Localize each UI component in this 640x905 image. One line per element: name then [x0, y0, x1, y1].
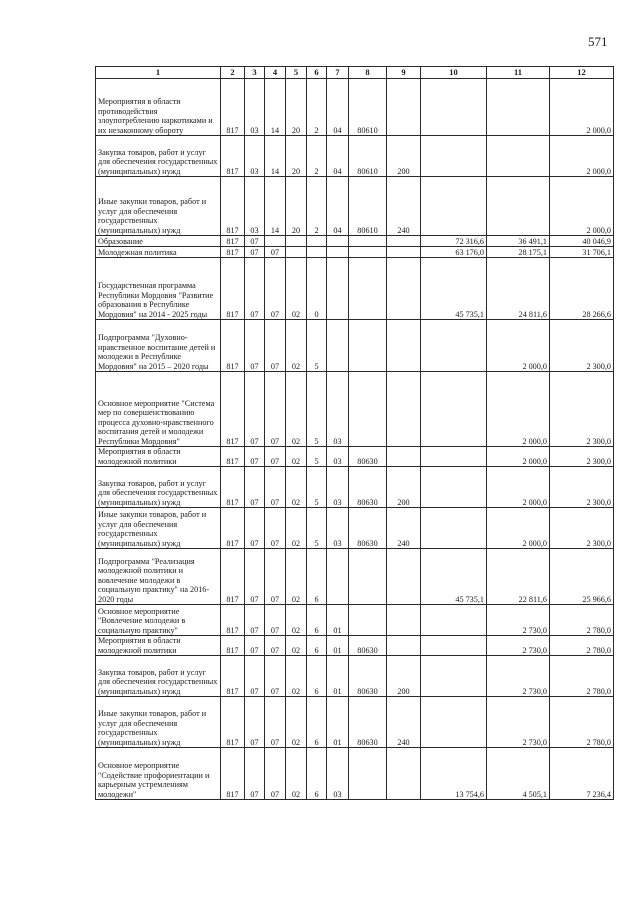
- row-cell-col4: 07: [265, 467, 286, 508]
- row-cell-col7: 03: [327, 467, 349, 508]
- row-cell-col8: [349, 748, 387, 800]
- row-cell-col6: 2: [307, 136, 327, 177]
- row-cell-col3: 03: [245, 177, 265, 236]
- table-row: [96, 79, 614, 136]
- table-body: [96, 79, 614, 800]
- row-cell-col11: 2 730,0: [487, 636, 550, 656]
- row-cell-col2: 817: [221, 636, 245, 656]
- row-cell-col2: 817: [221, 177, 245, 236]
- row-cell-col8: [349, 372, 387, 447]
- row-cell-col3: 07: [245, 748, 265, 800]
- row-cell-col5: 20: [286, 136, 307, 177]
- row-cell-col7: [327, 258, 349, 320]
- row-cell-col10: [421, 656, 487, 697]
- row-cell-col4: 07: [265, 748, 286, 800]
- table-row: [96, 636, 614, 656]
- row-cell-col2: 817: [221, 136, 245, 177]
- row-cell-col9: [387, 372, 421, 447]
- row-cell-col11: 2 000,0: [487, 447, 550, 467]
- row-cell-col8: 80630: [349, 636, 387, 656]
- row-cell-col3: 07: [245, 467, 265, 508]
- row-cell-col3: 07: [245, 236, 265, 247]
- row-cell-col8: [349, 320, 387, 372]
- row-cell-col12: 2 780,0: [550, 697, 614, 748]
- row-cell-col9: [387, 447, 421, 467]
- row-cell-col6: 6: [307, 636, 327, 656]
- row-name-cell: Иные закупки товаров, работ и услуг для обеспечения государственных (муниципальных) нужд: [96, 508, 221, 549]
- row-cell-col12: 2 780,0: [550, 636, 614, 656]
- row-cell-col8: 80630: [349, 467, 387, 508]
- row-name-cell: Закупка товаров, работ и услуг для обеспечения государственных (муниципальных) нужд: [96, 467, 221, 508]
- row-cell-col12: 2 300,0: [550, 320, 614, 372]
- table-row: [96, 697, 614, 748]
- row-cell-col6: 6: [307, 656, 327, 697]
- row-name-cell: Мероприятия в области молодежной политики: [96, 636, 221, 656]
- row-cell-col11: 2 000,0: [487, 508, 550, 549]
- row-cell-col3: 07: [245, 636, 265, 656]
- row-cell-col4: 07: [265, 605, 286, 636]
- row-cell-col2: 817: [221, 748, 245, 800]
- row-cell-col10: [421, 136, 487, 177]
- row-cell-col4: 14: [265, 79, 286, 136]
- row-cell-col4: 14: [265, 136, 286, 177]
- row-cell-col5: [286, 247, 307, 258]
- row-cell-col2: 817: [221, 258, 245, 320]
- header-row: [96, 67, 614, 79]
- row-cell-col7: 04: [327, 136, 349, 177]
- row-cell-col6: 0: [307, 258, 327, 320]
- row-cell-col2: 817: [221, 447, 245, 467]
- table-row: [96, 258, 614, 320]
- row-cell-col10: [421, 605, 487, 636]
- row-cell-col9: [387, 748, 421, 800]
- row-cell-col3: 07: [245, 508, 265, 549]
- row-name-cell: Государственная программа Республики Мордовия "Развитие образования в Республике Мордовия" на 2014 - 2025 годы: [96, 258, 221, 320]
- row-cell-col5: 02: [286, 636, 307, 656]
- row-cell-col4: 07: [265, 372, 286, 447]
- row-cell-col6: 5: [307, 467, 327, 508]
- row-cell-col10: 13 754,6: [421, 748, 487, 800]
- column-header: 11: [487, 67, 550, 79]
- row-cell-col5: 20: [286, 79, 307, 136]
- row-cell-col7: 01: [327, 636, 349, 656]
- row-name-cell: Образование: [96, 236, 221, 247]
- row-cell-col10: 63 176,0: [421, 247, 487, 258]
- column-header: 9: [387, 67, 421, 79]
- row-name-cell: Молодежная политика: [96, 247, 221, 258]
- row-cell-col8: 80610: [349, 136, 387, 177]
- row-cell-col12: 2 780,0: [550, 656, 614, 697]
- row-cell-col7: 03: [327, 748, 349, 800]
- row-cell-col6: 5: [307, 372, 327, 447]
- row-cell-col9: 200: [387, 656, 421, 697]
- row-cell-col11: [487, 79, 550, 136]
- row-cell-col7: 03: [327, 508, 349, 549]
- row-cell-col10: [421, 508, 487, 549]
- row-cell-col8: 80610: [349, 177, 387, 236]
- row-cell-col8: 80630: [349, 508, 387, 549]
- table-row: [96, 467, 614, 508]
- row-cell-col6: 5: [307, 320, 327, 372]
- row-cell-col9: [387, 79, 421, 136]
- row-cell-col8: [349, 549, 387, 605]
- row-cell-col11: 2 000,0: [487, 320, 550, 372]
- row-cell-col10: [421, 636, 487, 656]
- row-cell-col2: 817: [221, 247, 245, 258]
- row-name-cell: Основное мероприятие "Содействие профориентации и карьерным устремлениям молодежи": [96, 748, 221, 800]
- row-cell-col9: [387, 247, 421, 258]
- table-row: [96, 236, 614, 247]
- row-cell-col6: [307, 247, 327, 258]
- column-header: 8: [349, 67, 387, 79]
- row-cell-col3: 07: [245, 320, 265, 372]
- table-row: [96, 136, 614, 177]
- row-cell-col11: 36 491,1: [487, 236, 550, 247]
- row-cell-col4: 07: [265, 697, 286, 748]
- row-cell-col9: [387, 549, 421, 605]
- table-row: [96, 372, 614, 447]
- row-cell-col7: [327, 320, 349, 372]
- row-cell-col7: 01: [327, 605, 349, 636]
- row-cell-col5: 02: [286, 372, 307, 447]
- row-cell-col5: 02: [286, 447, 307, 467]
- row-name-cell: Закупка товаров, работ и услуг для обеспечения государственных (муниципальных) нужд: [96, 136, 221, 177]
- row-cell-col8: 80630: [349, 656, 387, 697]
- row-cell-col10: [421, 447, 487, 467]
- row-cell-col5: 02: [286, 508, 307, 549]
- row-cell-col2: 817: [221, 236, 245, 247]
- row-cell-col12: 2 000,0: [550, 79, 614, 136]
- row-cell-col5: 02: [286, 467, 307, 508]
- row-cell-col8: [349, 247, 387, 258]
- table-row: [96, 508, 614, 549]
- row-cell-col5: 02: [286, 320, 307, 372]
- row-cell-col6: 5: [307, 508, 327, 549]
- row-cell-col7: 04: [327, 79, 349, 136]
- page-number: 571: [588, 34, 608, 49]
- row-cell-col6: 6: [307, 748, 327, 800]
- row-cell-col3: 07: [245, 247, 265, 258]
- row-cell-col4: 07: [265, 447, 286, 467]
- row-cell-col6: 6: [307, 549, 327, 605]
- row-name-cell: Мероприятия в области молодежной политики: [96, 447, 221, 467]
- row-cell-col9: 240: [387, 177, 421, 236]
- row-cell-col12: 2 780,0: [550, 605, 614, 636]
- row-cell-col5: 20: [286, 177, 307, 236]
- row-name-cell: Основное мероприятие "Вовлечение молодежи в социальную практику": [96, 605, 221, 636]
- row-cell-col12: 28 266,6: [550, 258, 614, 320]
- row-cell-col11: [487, 177, 550, 236]
- row-cell-col11: 2 730,0: [487, 605, 550, 636]
- row-name-cell: Подпрограмма "Духовно-нравственное воспитание детей и молодежи в Республике Мордовия" на 2015 – 2020 годы: [96, 320, 221, 372]
- row-cell-col2: 817: [221, 372, 245, 447]
- row-cell-col4: 14: [265, 177, 286, 236]
- row-cell-col9: 240: [387, 697, 421, 748]
- row-cell-col7: [327, 236, 349, 247]
- row-cell-col8: [349, 605, 387, 636]
- row-cell-col12: 2 300,0: [550, 467, 614, 508]
- row-cell-col5: 02: [286, 656, 307, 697]
- row-cell-col9: [387, 605, 421, 636]
- column-header: 1: [96, 67, 221, 79]
- row-name-cell: Основное мероприятие "Система мер по совершенствованию процесса духовно-нравственного воспитания детей и молодежи Республики Мордовия": [96, 372, 221, 447]
- row-cell-col9: 200: [387, 467, 421, 508]
- row-cell-col6: 2: [307, 177, 327, 236]
- row-cell-col10: 45 735,1: [421, 258, 487, 320]
- row-cell-col3: 03: [245, 136, 265, 177]
- row-cell-col9: [387, 636, 421, 656]
- row-cell-col9: 200: [387, 136, 421, 177]
- row-cell-col11: 24 811,6: [487, 258, 550, 320]
- table-row: [96, 177, 614, 236]
- table-row: [96, 748, 614, 800]
- row-cell-col11: [487, 136, 550, 177]
- row-cell-col10: [421, 372, 487, 447]
- table-row: [96, 247, 614, 258]
- row-cell-col4: 07: [265, 636, 286, 656]
- row-cell-col4: 07: [265, 320, 286, 372]
- row-cell-col5: 02: [286, 748, 307, 800]
- row-cell-col3: 07: [245, 549, 265, 605]
- row-cell-col4: [265, 236, 286, 247]
- table-row: [96, 605, 614, 636]
- row-cell-col7: 03: [327, 372, 349, 447]
- row-cell-col2: 817: [221, 656, 245, 697]
- row-cell-col8: [349, 258, 387, 320]
- row-cell-col8: 80630: [349, 447, 387, 467]
- column-header: 2: [221, 67, 245, 79]
- row-cell-col4: 07: [265, 508, 286, 549]
- row-name-cell: Закупка товаров, работ и услуг для обеспечения государственных (муниципальных) нужд: [96, 656, 221, 697]
- row-cell-col4: 07: [265, 247, 286, 258]
- row-cell-col6: 5: [307, 447, 327, 467]
- row-cell-col10: 72 316,6: [421, 236, 487, 247]
- row-cell-col9: [387, 236, 421, 247]
- row-name-cell: Мероприятия в области противодействия злоупотреблению наркотиками и их незаконному обороту: [96, 79, 221, 136]
- row-cell-col5: [286, 236, 307, 247]
- row-cell-col9: 240: [387, 508, 421, 549]
- row-cell-col2: 817: [221, 467, 245, 508]
- row-cell-col12: 40 046,9: [550, 236, 614, 247]
- row-cell-col8: 80610: [349, 79, 387, 136]
- row-cell-col12: 31 706,1: [550, 247, 614, 258]
- row-cell-col3: 07: [245, 372, 265, 447]
- row-cell-col3: 07: [245, 605, 265, 636]
- row-cell-col4: 07: [265, 656, 286, 697]
- row-cell-col9: [387, 258, 421, 320]
- row-cell-col12: 25 966,6: [550, 549, 614, 605]
- row-cell-col11: 2 000,0: [487, 467, 550, 508]
- row-cell-col12: 7 236,4: [550, 748, 614, 800]
- row-cell-col2: 817: [221, 697, 245, 748]
- row-cell-col12: 2 300,0: [550, 508, 614, 549]
- row-cell-col7: 04: [327, 177, 349, 236]
- column-header: 3: [245, 67, 265, 79]
- row-cell-col7: 01: [327, 697, 349, 748]
- column-header: 4: [265, 67, 286, 79]
- table-row: [96, 549, 614, 605]
- row-cell-col7: [327, 549, 349, 605]
- row-cell-col10: [421, 697, 487, 748]
- row-cell-col3: 07: [245, 447, 265, 467]
- row-cell-col12: 2 300,0: [550, 372, 614, 447]
- row-cell-col11: 28 175,1: [487, 247, 550, 258]
- row-cell-col8: 80630: [349, 697, 387, 748]
- row-cell-col9: [387, 320, 421, 372]
- row-cell-col12: 2 000,0: [550, 136, 614, 177]
- row-cell-col8: [349, 236, 387, 247]
- table-row: [96, 320, 614, 372]
- row-cell-col11: 2 000,0: [487, 372, 550, 447]
- row-cell-col5: 02: [286, 605, 307, 636]
- row-cell-col3: 07: [245, 697, 265, 748]
- row-cell-col2: 817: [221, 549, 245, 605]
- row-cell-col11: 2 730,0: [487, 697, 550, 748]
- row-cell-col2: 817: [221, 79, 245, 136]
- row-cell-col5: 02: [286, 258, 307, 320]
- row-cell-col6: 2: [307, 79, 327, 136]
- row-cell-col10: [421, 177, 487, 236]
- column-header: 7: [327, 67, 349, 79]
- row-name-cell: Иные закупки товаров, работ и услуг для обеспечения государственных (муниципальных) нужд: [96, 697, 221, 748]
- budget-table: [95, 66, 614, 800]
- row-cell-col4: 07: [265, 549, 286, 605]
- row-cell-col10: [421, 467, 487, 508]
- row-cell-col11: 4 505,1: [487, 748, 550, 800]
- row-cell-col12: 2 000,0: [550, 177, 614, 236]
- column-header: 5: [286, 67, 307, 79]
- row-cell-col12: 2 300,0: [550, 447, 614, 467]
- row-cell-col10: 45 735,1: [421, 549, 487, 605]
- row-cell-col5: 02: [286, 549, 307, 605]
- row-cell-col6: [307, 236, 327, 247]
- row-cell-col7: [327, 247, 349, 258]
- row-cell-col10: [421, 79, 487, 136]
- table-row: [96, 656, 614, 697]
- row-cell-col6: 6: [307, 605, 327, 636]
- row-cell-col7: 03: [327, 447, 349, 467]
- row-cell-col2: 817: [221, 508, 245, 549]
- row-cell-col2: 817: [221, 605, 245, 636]
- column-header: 6: [307, 67, 327, 79]
- row-name-cell: Подпрограмма "Реализация молодежной политики и вовлечение молодежи в социальную практику" на 2016-2020 годы: [96, 549, 221, 605]
- row-cell-col7: 01: [327, 656, 349, 697]
- row-cell-col11: 2 730,0: [487, 656, 550, 697]
- row-cell-col3: 07: [245, 258, 265, 320]
- row-cell-col3: 03: [245, 79, 265, 136]
- table-row: [96, 447, 614, 467]
- column-header: 10: [421, 67, 487, 79]
- row-cell-col11: 22 811,6: [487, 549, 550, 605]
- row-cell-col6: 6: [307, 697, 327, 748]
- row-cell-col4: 07: [265, 258, 286, 320]
- row-cell-col10: [421, 320, 487, 372]
- row-name-cell: Иные закупки товаров, работ и услуг для обеспечения государственных (муниципальных) нужд: [96, 177, 221, 236]
- row-cell-col2: 817: [221, 320, 245, 372]
- row-cell-col5: 02: [286, 697, 307, 748]
- row-cell-col3: 07: [245, 656, 265, 697]
- column-header: 12: [550, 67, 614, 79]
